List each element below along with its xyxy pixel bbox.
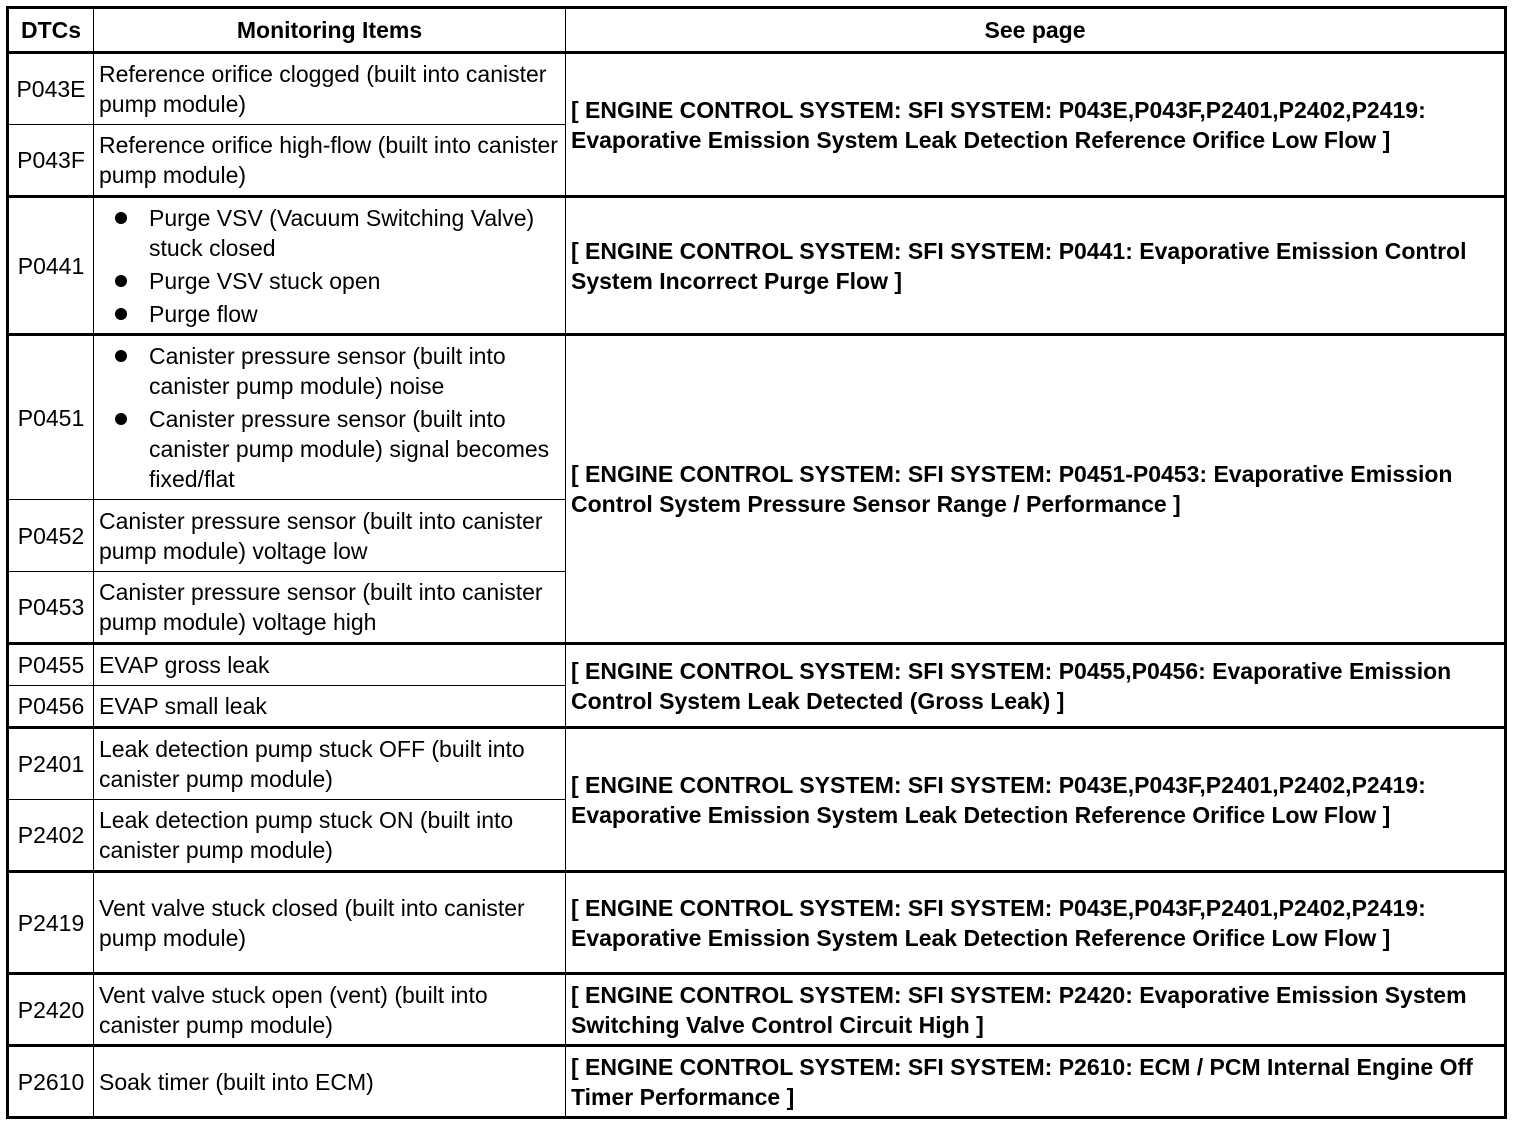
monitoring-item: Leak detection pump stuck ON (built into canister pump module) (94, 800, 566, 872)
table-row (8, 974, 1506, 1046)
dtc-code: P2401 (8, 728, 94, 800)
list-item: Purge VSV (Vacuum Switching Valve) stuck closed (149, 203, 560, 263)
monitoring-item (94, 335, 566, 500)
monitoring-item: Canister pressure sensor (built into canister pump module) voltage high (94, 572, 566, 644)
monitoring-item: EVAP gross leak (94, 644, 566, 686)
dtc-code: P0455 (8, 644, 94, 686)
monitoring-item: Reference orifice high-flow (built into canister pump module) (94, 125, 566, 197)
monitoring-item: EVAP small leak (94, 686, 566, 728)
list-item: Canister pressure sensor (built into canister pump module) signal becomes fixed/flat (149, 404, 560, 494)
dtc-code: P2419 (8, 872, 94, 974)
dtc-code: P043F (8, 125, 94, 197)
see-page-reference[interactable]: [ ENGINE CONTROL SYSTEM: SFI SYSTEM: P043E,P043F,P2401,P2402,P2419: Evaporative Emission System Leak Detection Reference Orifice Low Flow ] (566, 728, 1506, 872)
dtc-code: P2610 (8, 1046, 94, 1118)
header-see-page: See page (566, 8, 1506, 53)
header-monitoring-items: Monitoring Items (94, 8, 566, 53)
monitoring-item: Canister pressure sensor (built into canister pump module) voltage low (94, 500, 566, 572)
dtc-table (6, 6, 1507, 1119)
see-page-reference[interactable]: [ ENGINE CONTROL SYSTEM: SFI SYSTEM: P0441: Evaporative Emission Control System Incorrect Purge Flow ] (566, 197, 1506, 335)
list-item: Purge flow (149, 299, 560, 329)
dtc-code: P2420 (8, 974, 94, 1046)
dtc-code: P0441 (8, 197, 94, 335)
monitoring-item (94, 197, 566, 335)
dtc-code: P0453 (8, 572, 94, 644)
monitoring-item: Vent valve stuck closed (built into canister pump module) (94, 872, 566, 974)
monitoring-item: Leak detection pump stuck OFF (built into canister pump module) (94, 728, 566, 800)
list-item: Canister pressure sensor (built into canister pump module) noise (149, 341, 560, 401)
monitoring-item: Reference orifice clogged (built into canister pump module) (94, 53, 566, 125)
table-row (8, 728, 1506, 800)
table-row (8, 872, 1506, 974)
dtc-code: P043E (8, 53, 94, 125)
monitoring-item: Vent valve stuck open (vent) (built into canister pump module) (94, 974, 566, 1046)
see-page-reference[interactable]: [ ENGINE CONTROL SYSTEM: SFI SYSTEM: P043E,P043F,P2401,P2402,P2419: Evaporative Emission System Leak Detection Reference Orifice Low Flow ] (566, 872, 1506, 974)
table-row (8, 197, 1506, 335)
table-row (8, 644, 1506, 686)
see-page-reference[interactable]: [ ENGINE CONTROL SYSTEM: SFI SYSTEM: P2420: Evaporative Emission System Switching Valve Control Circuit High ] (566, 974, 1506, 1046)
table-row (8, 53, 1506, 125)
bullet-list (99, 203, 560, 329)
table-row (8, 335, 1506, 500)
see-page-reference[interactable]: [ ENGINE CONTROL SYSTEM: SFI SYSTEM: P0451-P0453: Evaporative Emission Control System Pressure Sensor Range / Performance ] (566, 335, 1506, 644)
dtc-code: P0451 (8, 335, 94, 500)
dtc-code: P2402 (8, 800, 94, 872)
list-item: Purge VSV stuck open (149, 266, 560, 296)
header-row (8, 8, 1506, 53)
see-page-reference[interactable]: [ ENGINE CONTROL SYSTEM: SFI SYSTEM: P0455,P0456: Evaporative Emission Control System Leak Detected (Gross Leak) ] (566, 644, 1506, 728)
dtc-code: P0452 (8, 500, 94, 572)
table-row (8, 1046, 1506, 1118)
see-page-reference[interactable]: [ ENGINE CONTROL SYSTEM: SFI SYSTEM: P2610: ECM / PCM Internal Engine Off Timer Performance ] (566, 1046, 1506, 1118)
bullet-list (99, 341, 560, 494)
monitoring-item: Soak timer (built into ECM) (94, 1046, 566, 1118)
dtc-code: P0456 (8, 686, 94, 728)
see-page-reference[interactable]: [ ENGINE CONTROL SYSTEM: SFI SYSTEM: P043E,P043F,P2401,P2402,P2419: Evaporative Emission System Leak Detection Reference Orifice Low Flow ] (566, 53, 1506, 197)
header-dtcs: DTCs (8, 8, 94, 53)
